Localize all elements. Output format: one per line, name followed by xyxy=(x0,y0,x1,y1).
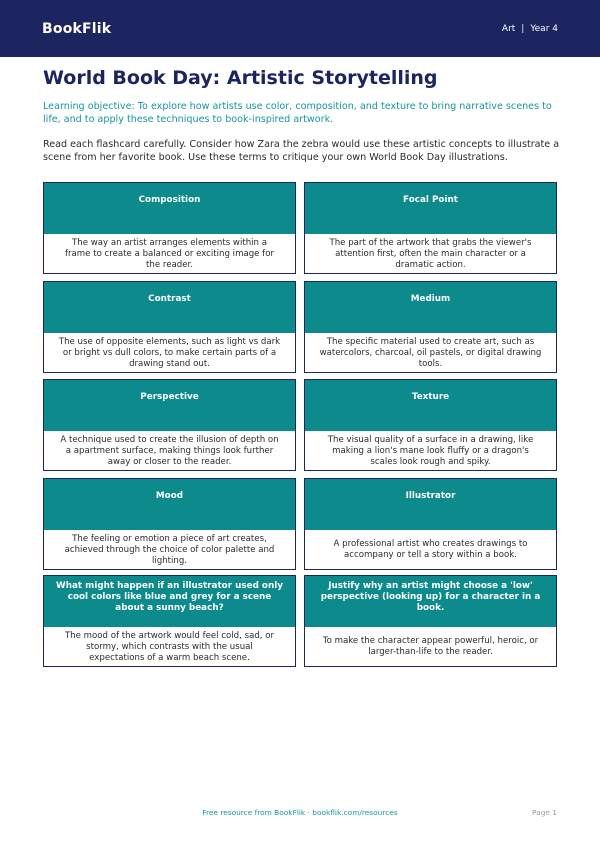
flashcard-front xyxy=(44,380,295,431)
flashcard-front xyxy=(305,576,556,627)
flashcard-prompt: What might happen if an illustrator used only cool colors like blue and grey for a scene about a sunny beach? xyxy=(56,581,283,613)
flashcard-front xyxy=(305,380,556,431)
flashcard-term: Perspective xyxy=(140,392,199,402)
flashcard-back xyxy=(44,333,295,373)
flashcard-front xyxy=(44,576,295,627)
flashcard-back xyxy=(305,627,556,667)
flashcard[interactable] xyxy=(43,478,296,570)
flashcard-term: Contrast xyxy=(148,294,191,304)
footer-resource-link[interactable]: Free resource from BookFlik · bookflik.com/resources xyxy=(202,808,398,817)
flashcard-definition: The feeling or emotion a piece of art creates, achieved through the choice of color palette and lighting. xyxy=(64,533,275,566)
flashcard[interactable] xyxy=(43,281,296,373)
flashcard-definition: The way an artist arranges elements within a frame to create a balanced or exciting image for the reader. xyxy=(64,237,274,270)
flashcard-front xyxy=(44,479,295,530)
brand-logo[interactable]: BookFlik xyxy=(42,20,112,37)
flashcard-answer: The mood of the artwork would feel cold, sad, or stormy, which contrasts with the usual expectations of a warm beach scene. xyxy=(64,630,275,663)
flashcard-term: Texture xyxy=(411,392,450,402)
flashcard-front xyxy=(44,282,295,333)
flashcard[interactable] xyxy=(43,182,296,274)
flashcard-term: Composition xyxy=(138,195,201,205)
flashcard-term: Illustrator xyxy=(405,491,456,501)
flashcard-definition: A professional artist who creates drawings to accompany or tell a story within a book. xyxy=(333,539,528,560)
meta-separator: | xyxy=(521,23,525,34)
page-number: Page 1 xyxy=(532,808,557,817)
flashcard-back xyxy=(305,431,556,471)
flashcard-question[interactable] xyxy=(43,575,296,667)
flashcard-back xyxy=(305,333,556,373)
flashcard-back xyxy=(44,234,295,274)
year-label: Year 4 xyxy=(530,23,558,34)
course-meta xyxy=(502,24,558,34)
flashcard-back xyxy=(44,530,295,570)
flashcard-front xyxy=(44,183,295,234)
flashcard[interactable] xyxy=(304,379,557,471)
flashcard-front xyxy=(305,183,556,234)
page-title: World Book Day: Artistic Storytelling xyxy=(43,67,438,89)
top-banner xyxy=(0,0,600,57)
flashcard-definition: The use of opposite elements, such as light vs dark or bright vs dull colors, to make certain parts of a drawing stand out. xyxy=(58,336,281,369)
flashcard-question[interactable] xyxy=(304,575,557,667)
flashcard-front xyxy=(305,282,556,333)
flashcard[interactable] xyxy=(304,478,557,570)
flashcard-term: Medium xyxy=(410,294,451,304)
instructions: Read each flashcard carefully. Consider how Zara the zebra would use these artistic concepts to illustrate a scene from her favorite book. Use these terms to critique your own World Book Day illustrations. xyxy=(43,139,560,163)
flashcard-answer: To make the character appear powerful, heroic, or larger-than-life to the reader. xyxy=(322,636,539,657)
flashcard-definition: The part of the artwork that grabs the viewer's attention first, often the main character or a dramatic action. xyxy=(329,237,532,270)
flashcard[interactable] xyxy=(43,379,296,471)
flashcard-term: Focal Point xyxy=(403,195,458,205)
flashcard-front xyxy=(305,479,556,530)
flashcard-definition: A technique used to create the illusion of depth on a apartment surface, making things look further away or closer to the reader. xyxy=(60,434,279,467)
flashcard-back xyxy=(305,530,556,570)
flashcard-definition: The specific material used to create art, such as watercolors, charcoal, oil pastels, or digital drawing tools. xyxy=(319,336,542,369)
flashcard-definition: The visual quality of a surface in a drawing, like making a lion's mane look fluffy or a dragon's scales look rough and spiky. xyxy=(327,434,534,467)
flashcard-back xyxy=(44,627,295,667)
flashcard-term: Mood xyxy=(155,491,184,501)
flashcard-prompt: Justify why an artist might choose a 'low' perspective (looking up) for a character in a book. xyxy=(320,581,541,613)
subject-label: Art xyxy=(501,23,516,34)
flashcard[interactable] xyxy=(304,182,557,274)
learning-objective: Learning objective: To explore how artists use color, composition, and texture to bring narrative scenes to life, and to apply these techniques to book-inspired artwork. xyxy=(43,101,552,125)
flashcard-back xyxy=(44,431,295,471)
flashcard[interactable] xyxy=(304,281,557,373)
flashcard-back xyxy=(305,234,556,274)
